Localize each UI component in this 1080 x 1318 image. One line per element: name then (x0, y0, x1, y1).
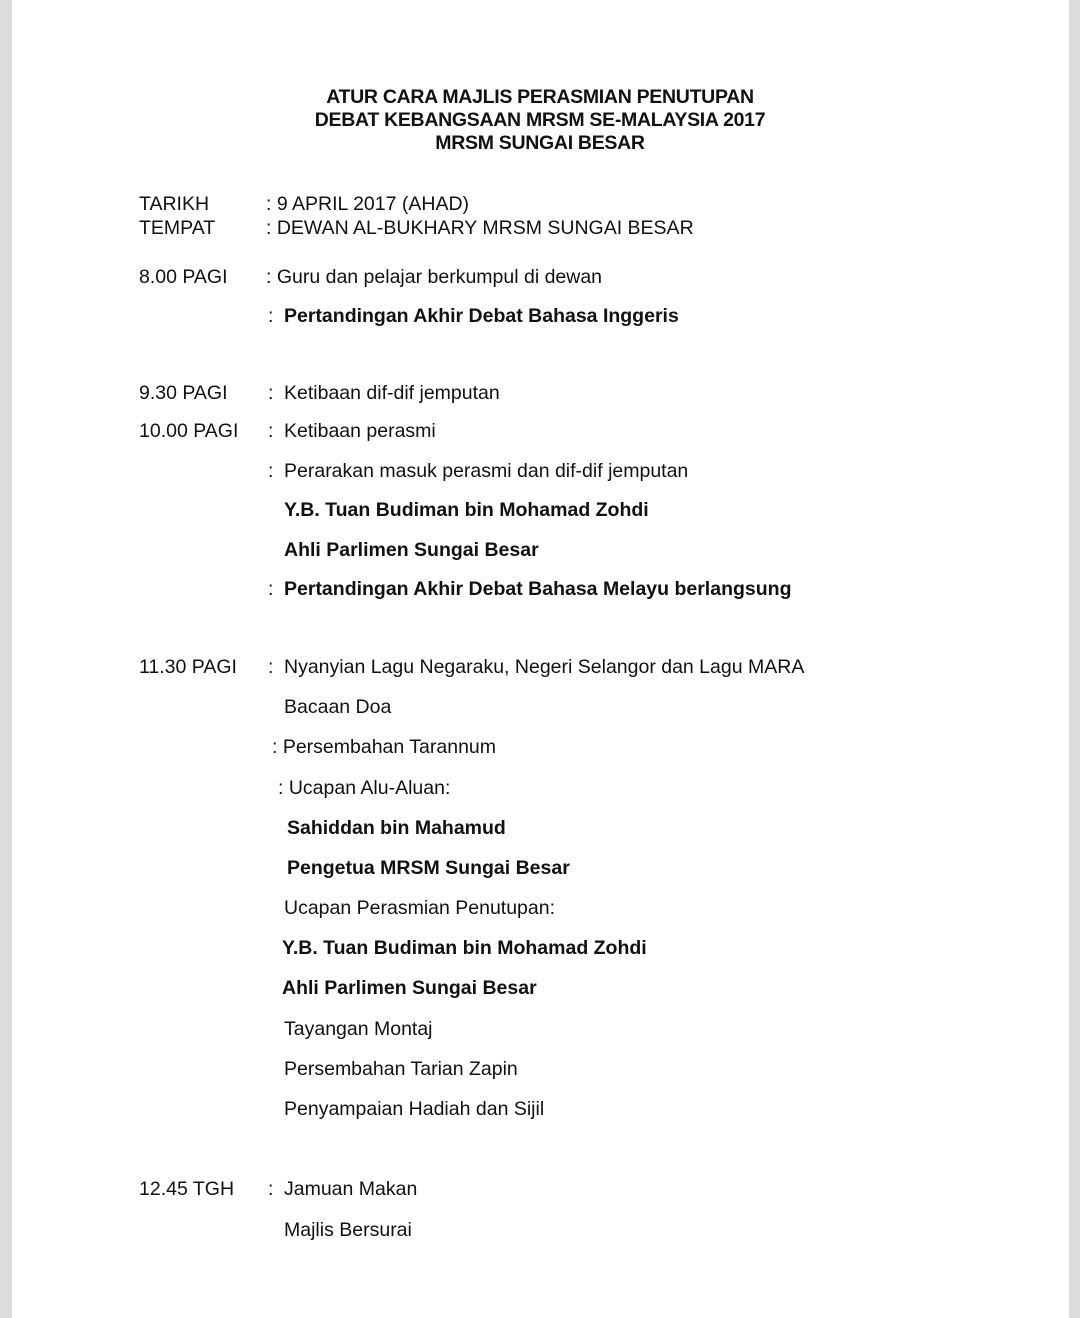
schedule-item: Bacaan Doa (284, 696, 392, 718)
schedule-item: Tayangan Montaj (284, 1018, 433, 1040)
colon: : (268, 578, 274, 600)
doc-title-line-3: MRSM SUNGAI BESAR (435, 132, 645, 154)
schedule-item: Penyampaian Hadiah dan Sijil (284, 1098, 545, 1120)
colon: : (268, 656, 274, 678)
schedule-item: Ketibaan perasmi (284, 420, 436, 442)
doc-title-line-2: DEBAT KEBANGSAAN MRSM SE-MALAYSIA 2017 (314, 109, 766, 131)
schedule-item: : Persembahan Tarannum (272, 736, 497, 758)
schedule-item: Persembahan Tarian Zapin (284, 1058, 518, 1080)
schedule-item: Ucapan Perasmian Penutupan: (284, 897, 556, 919)
schedule-item: Majlis Bersurai (284, 1219, 412, 1241)
colon: : (268, 460, 274, 482)
time-0930: 9.30 PAGI (139, 382, 228, 404)
speaker-title: Ahli Parlimen Sungai Besar (282, 977, 537, 999)
schedule-item: Ketibaan dif-dif jemputan (284, 382, 500, 404)
schedule-item: Jamuan Makan (284, 1178, 418, 1200)
colon: : (268, 305, 274, 327)
speaker-name: Sahiddan bin Mahamud (287, 817, 506, 839)
doc-title-line-1: ATUR CARA MAJLIS PERASMIAN PENUTUPAN (326, 86, 754, 108)
time-1130: 11.30 PAGI (139, 656, 237, 678)
tarikh-label: TARIKH (139, 193, 210, 215)
tarikh-value: : 9 APRIL 2017 (AHAD) (266, 193, 470, 215)
schedule-item: : Guru dan pelajar berkumpul di dewan (266, 266, 603, 288)
colon: : (268, 1178, 274, 1200)
time-1000: 10.00 PAGI (139, 420, 239, 442)
schedule-item: Pertandingan Akhir Debat Bahasa Melayu berlangsung (284, 578, 792, 600)
vip-name: Y.B. Tuan Budiman bin Mohamad Zohdi (284, 499, 649, 521)
schedule-item: Perarakan masuk perasmi dan dif-dif jemputan (284, 460, 689, 482)
colon: : (268, 420, 274, 442)
time-1245: 12.45 TGH (139, 1178, 235, 1200)
speaker-name: Y.B. Tuan Budiman bin Mohamad Zohdi (282, 937, 647, 959)
schedule-item: Pertandingan Akhir Debat Bahasa Inggeris (284, 305, 679, 327)
schedule-item: : Ucapan Alu-Aluan: (278, 777, 451, 799)
speaker-title: Pengetua MRSM Sungai Besar (287, 857, 570, 879)
tempat-label: TEMPAT (139, 217, 216, 239)
time-0800: 8.00 PAGI (139, 266, 228, 288)
schedule-item: Nyanyian Lagu Negaraku, Negeri Selangor dan Lagu MARA (284, 656, 805, 678)
vip-title: Ahli Parlimen Sungai Besar (284, 539, 539, 561)
tempat-value: : DEWAN AL-BUKHARY MRSM SUNGAI BESAR (266, 217, 694, 239)
colon: : (268, 382, 274, 404)
